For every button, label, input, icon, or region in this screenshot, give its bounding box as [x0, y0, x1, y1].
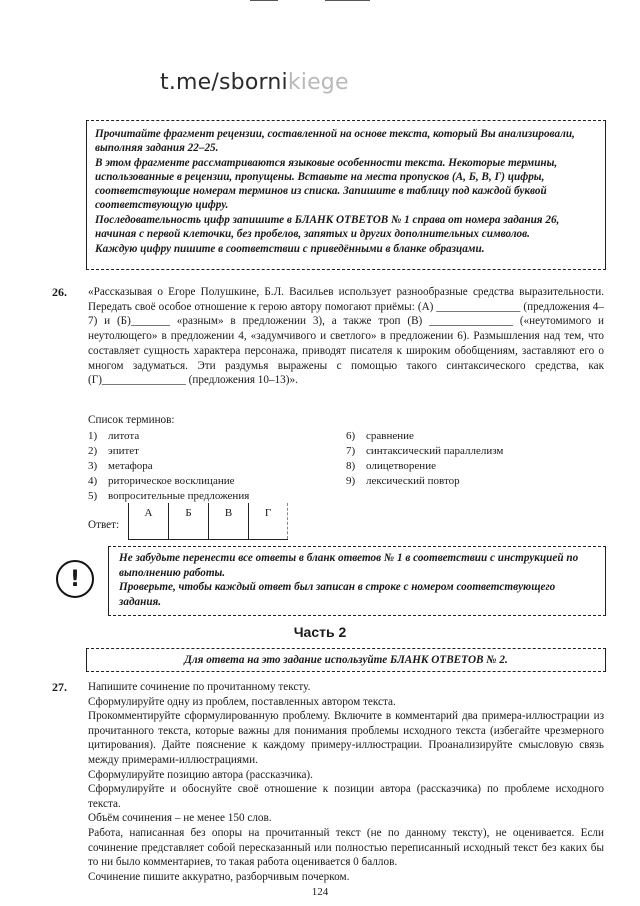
answer-table: [128, 503, 288, 540]
question-26-text: [88, 285, 604, 388]
q27-paragraph: Объём сочинения – не менее 150 слов.: [88, 812, 272, 825]
term-item: 6) сравнение: [346, 430, 414, 442]
instructions-box: [86, 120, 606, 270]
q27-paragraph: Напишите сочинение по прочитанному тексту.: [88, 681, 311, 693]
instruction-line: В этом фрагменте рассматриваются языковые особенности текста. Некоторые термины, использованные в рецензии, пропущены. Вставьте на места пропусков (А, Б, В, Г) цифры, соответствующие номерам терминов из списка. Запишите в таблицу под каждой буквой соответствующую цифру.: [95, 157, 558, 211]
answer-cell-a: А: [128, 503, 168, 539]
terms-list-left: [88, 429, 249, 504]
term-item: 9) лексический повтор: [346, 475, 460, 487]
top-rule: [325, 0, 370, 1]
watermark-faint: kiege: [287, 70, 349, 95]
q27-paragraph: Прокомментируйте сформулированную проблему. Включите в комментарий два примера-иллюстрации из прочитанного текста, которые важны для понимания проблемы исходного текста (избегайте чрезмерного цитирования). Дайте пояснение к каждому примеру-иллюстрации. Проанализируйте смысловую связь между примерами-иллюстрациями.: [88, 710, 604, 766]
q27-paragraph: Сформулируйте и обоснуйте своё отношение к позиции автора (рассказчика) по проблеме исходного текста.: [88, 783, 604, 810]
instruction-line: Последовательность цифр запишите в БЛАНК ОТВЕТОВ № 1 справа от номера задания 26, начиная с первой клеточки, без пробелов, запятых и других дополнительных символов.: [95, 214, 560, 240]
answer-cell-v: В: [208, 503, 248, 539]
review-fragment: «Рассказывая о Егоре Полушкине, Б.Л. Васильев использует разнообразные средства выразительности. Передать своё особое отношение к герою автору помогают приёмы: (А) _______________ (предложения 4–7) и (Б)_______ «разным» в предложении 3), а также троп (В) _______________ («неутомимого и неутолющего» в предложении 4, «задумчивого и светлого» в предложении 6). Размышления над тем, что составляет сущность характера персонажа, приводят писателя к широким обобщениям, заставляют его о многом задуматься. Эти раздумья выражены с помощью такого синтаксического средства, как (Г)_______________ (предложения 10–13)».: [88, 286, 604, 387]
page-number: 124: [311, 886, 329, 898]
watermark-main: t.me/sborni: [160, 70, 288, 95]
term-item: 2) эпитет: [88, 445, 139, 457]
answer-cell-b: Б: [168, 503, 208, 539]
answer-cell-g: Г: [248, 503, 288, 539]
question-26-number: 26.: [52, 285, 67, 299]
warning-box: [108, 546, 606, 616]
q27-paragraph: Сформулируйте позицию автора (рассказчика).: [88, 768, 313, 781]
instruction-line: Прочитайте фрагмент рецензии, составленной на основе текста, который Вы анализировали, выполняя задания 22–25.: [95, 128, 575, 154]
part-2-heading: Часть 2: [293, 624, 347, 640]
terms-title: Список терминов:: [88, 414, 175, 426]
q27-paragraph: Сочинение пишите аккуратно, разборчивым почерком.: [88, 870, 350, 883]
term-item: 8) олицетворение: [346, 460, 436, 472]
q27-paragraph: Работа, написанная без опоры на прочитанный текст (не по данному тексту), не оценивается. Если сочинение представляет собой пересказанный или полностью переписанный исходный текст без каких бы то ни было комментариев, то такая работа оценивается 0 баллов.: [88, 826, 604, 869]
term-item: 5) вопросительные предложения: [88, 490, 250, 502]
question-27-number: 27.: [52, 680, 67, 694]
part-2-note: Для ответа на это задание используйте БЛАНК ОТВЕТОВ № 2.: [86, 648, 606, 672]
term-item: 1) литота: [88, 430, 140, 442]
question-27-text: [88, 680, 604, 884]
warning-line: Не забудьте перенести все ответы в бланк ответов № 1 в соответствии с инструкцией по выполнению работы.: [119, 552, 579, 579]
warning-line: Проверьте, чтобы каждый ответ был записан в строке с номером соответствующего задания.: [119, 581, 556, 608]
watermark: [160, 70, 349, 95]
term-item: 4) риторическое восклицание: [88, 475, 235, 487]
term-item: 3) метафора: [88, 460, 153, 472]
term-item: 7) синтаксический параллелизм: [346, 445, 504, 457]
answer-label: Ответ:: [88, 519, 120, 531]
instruction-line: Каждую цифру пишите в соответствии с приведёнными в бланке образцами.: [95, 243, 485, 255]
exclamation-icon: !: [56, 560, 94, 598]
q27-paragraph: Сформулируйте одну из проблем, поставленных автором текста.: [88, 695, 396, 708]
terms-list-right: [346, 429, 503, 489]
top-rule: [250, 0, 278, 1]
